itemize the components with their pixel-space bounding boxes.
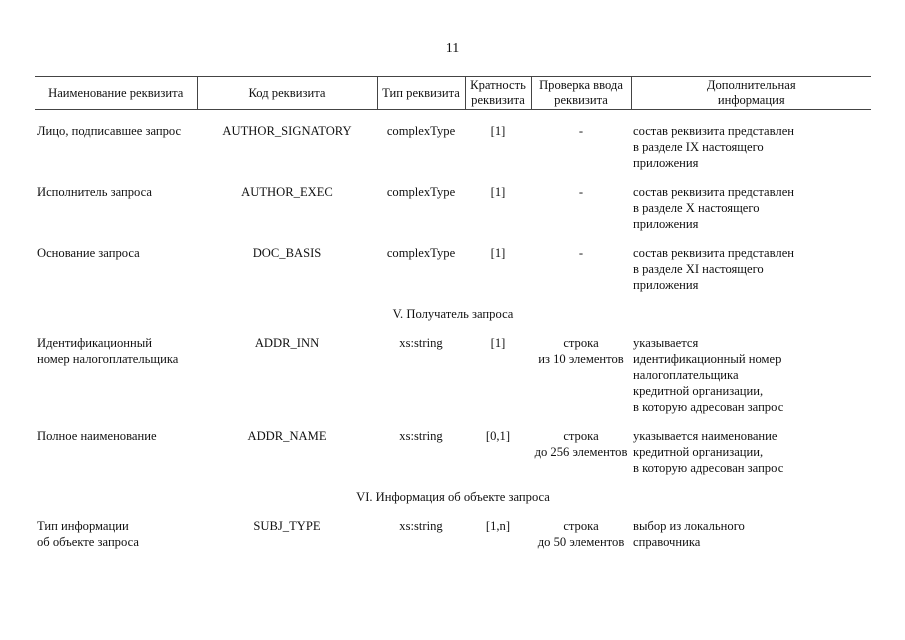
cell-type: xs:string — [399, 519, 443, 533]
cell-multiplicity: [0,1] — [485, 429, 511, 443]
cell-name: Исполнитель запроса — [37, 185, 152, 199]
section-heading: V. Получатель запроса — [392, 307, 514, 321]
cell-multiplicity: [1] — [490, 336, 506, 350]
cell-input-check: - — [578, 246, 584, 260]
page-number: 11 — [445, 41, 460, 56]
table-header-row — [35, 77, 871, 110]
cell-additional-info: состав реквизита представлен в разделе IX настоящего приложения — [633, 124, 795, 170]
cell-multiplicity: [1,n] — [485, 519, 511, 533]
column-header-name: Наименование реквизита — [35, 77, 197, 110]
cell-type: complexType — [386, 185, 456, 199]
cell-code: AUTHOR_EXEC — [241, 185, 333, 199]
column-header-input-check: Проверка ввода реквизита — [531, 77, 631, 110]
cell-additional-info: выбор из локального справочника — [633, 519, 745, 549]
column-header-additional-info: Дополнительная информация — [631, 77, 871, 110]
column-header-code: Код реквизита — [197, 77, 377, 110]
cell-code: AUTHOR_SIGNATORY — [222, 124, 352, 138]
section-heading-row — [35, 306, 871, 335]
cell-input-check: строка до 50 элементов — [537, 519, 625, 549]
table-row — [35, 335, 871, 428]
cell-name: Идентификационный номер налогоплательщика — [37, 336, 179, 366]
table-row — [35, 245, 871, 306]
cell-input-check: - — [578, 185, 584, 199]
cell-code: DOC_BASIS — [252, 246, 322, 260]
cell-name: Тип информации об объекте запроса — [37, 519, 139, 549]
cell-name: Лицо, подписавшее запрос — [37, 124, 182, 138]
cell-input-check: строка из 10 элементов — [538, 336, 624, 366]
cell-type: xs:string — [399, 336, 443, 350]
cell-input-check: строка до 256 элементов — [534, 429, 628, 459]
cell-additional-info: указывается идентификационный номер налогоплательщика кредитной организации, в которую адресован запрос — [633, 336, 784, 414]
cell-code: SUBJ_TYPE — [253, 519, 321, 533]
table-row — [35, 184, 871, 245]
table-row — [35, 518, 871, 563]
section-heading-row — [35, 489, 871, 518]
cell-name: Полное наименование — [37, 429, 157, 443]
cell-input-check: - — [578, 124, 584, 138]
cell-code: ADDR_NAME — [247, 429, 327, 443]
table-row — [35, 123, 871, 184]
section-heading: VI. Информация об объекте запроса — [356, 490, 550, 504]
cell-multiplicity: [1] — [490, 246, 506, 260]
cell-type: complexType — [386, 124, 456, 138]
cell-name: Основание запроса — [37, 246, 140, 260]
column-header-type: Тип реквизита — [377, 77, 465, 110]
cell-additional-info: указывается наименование кредитной организации, в которую адресован запрос — [633, 429, 784, 475]
cell-type: complexType — [386, 246, 456, 260]
cell-type: xs:string — [399, 429, 443, 443]
cell-multiplicity: [1] — [490, 124, 506, 138]
table-row — [35, 428, 871, 489]
cell-code: ADDR_INN — [254, 336, 320, 350]
cell-additional-info: состав реквизита представлен в разделе XI настоящего приложения — [633, 246, 795, 292]
column-header-multiplicity: Кратность реквизита — [465, 77, 531, 110]
requisites-table — [35, 76, 871, 563]
cell-multiplicity: [1] — [490, 185, 506, 199]
cell-additional-info: состав реквизита представлен в разделе X настоящего приложения — [633, 185, 795, 231]
